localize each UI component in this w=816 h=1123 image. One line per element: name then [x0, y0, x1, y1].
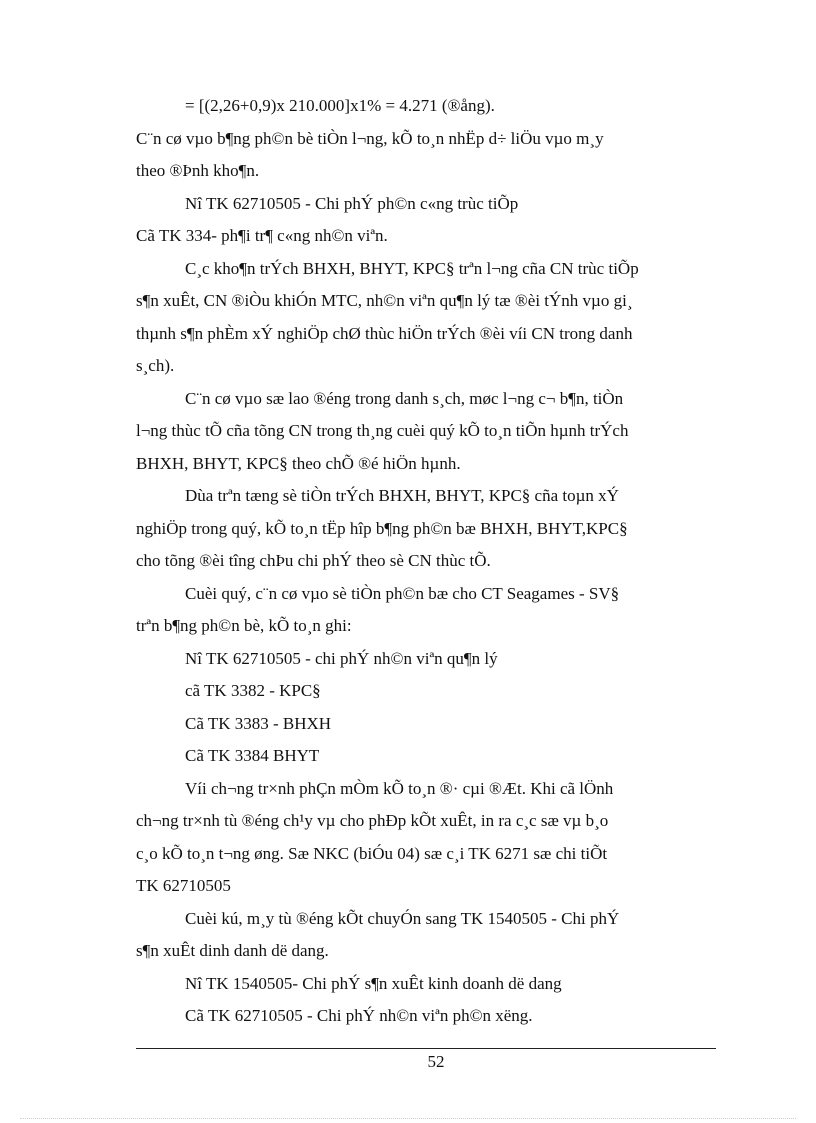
text-line: l¬ng thùc tÕ cña tõng CN trong th¸ng cuèi quý kÕ to¸n tiÕn hµnh trÝch	[136, 421, 629, 440]
footer-divider	[136, 1048, 716, 1049]
text-line: Nî TK 62710505 - chi phÝ nh©n viªn qu¶n lý	[185, 648, 498, 668]
text-line: Cã TK 62710505 - Chi phÝ nh©n viªn ph©n xëng.	[185, 1006, 533, 1025]
page-number: 52	[427, 1052, 445, 1071]
text-line: Víi ch¬ng tr×nh phÇn mÒm kÕ to¸n ®· cµi ®Æt. Khi cã lÖnh	[185, 778, 614, 798]
text-line: = [(2,26+0,9)x 210.000]x1% = 4.271 (®ång).	[185, 96, 495, 115]
text-line: trªn b¶ng ph©n bè, kÕ to¸n ghi:	[136, 616, 352, 635]
text-line: s¶n xuÊt dinh danh dë dang.	[136, 941, 329, 960]
text-line: cho tõng ®èi tîng chÞu chi phÝ theo sè CN thùc tÕ.	[136, 551, 491, 570]
text-line: Cã TK 334- ph¶i tr¶ c«ng nh©n viªn.	[136, 226, 388, 245]
text-line: TK 62710505	[136, 876, 231, 895]
text-line: Cã TK 3384 BHYT	[185, 746, 320, 765]
text-line: nghiÖp trong quý, kÕ to¸n tËp hîp b¶ng ph©n bæ BHXH, BHYT,KPC§	[136, 518, 628, 538]
text-line: Nî TK 1540505- Chi phÝ s¶n xuÊt kinh doanh dë dang	[185, 973, 562, 993]
text-line: c¸o kÕ to¸n t¬ng øng. Sæ NKC (biÓu 04) sæ c¸i TK 6271 sæ chi tiÕt	[136, 843, 608, 863]
text-line: ch¬ng tr×nh tù ®éng ch¹y vµ cho phÐp kÕt xuÊt, in ra c¸c sæ vµ b¸o	[136, 811, 609, 830]
text-line: s¶n xuÊt, CN ®iÒu khiÓn MTC, nh©n viªn qu¶n lý tæ ®èi tÝnh vµo gi¸	[136, 291, 633, 310]
text-line: Dùa trªn tæng sè tiÒn trÝch BHXH, BHYT, KPC§ cña toµn xÝ	[185, 486, 619, 505]
text-line: Nî TK 62710505 - Chi phÝ ph©n c«ng trùc tiÕp	[185, 193, 519, 213]
text-line: C¸c kho¶n trÝch BHXH, BHYT, KPC§ trªn l¬ng cña CN trùc tiÕp	[185, 258, 639, 278]
body-text	[136, 90, 766, 1033]
text-line: Cuèi kú, m¸y tù ®éng kÕt chuyÓn sang TK 1540505 - Chi phÝ	[185, 908, 620, 928]
text-line: thµnh s¶n phÈm xÝ nghiÖp chØ thùc hiÖn trÝch ®èi víi CN trong danh	[136, 323, 633, 343]
text-line: s¸ch).	[136, 356, 175, 375]
text-line: theo ®Þnh kho¶n.	[136, 161, 260, 180]
text-line: C¨n cø vµo b¶ng ph©n bè tiÒn l¬ng, kÕ to¸n nhËp d÷ liÖu vµo m¸y	[136, 128, 604, 148]
text-line: C¨n cø vµo sæ lao ®éng trong danh s¸ch, møc l¬ng c¬ b¶n, tiÒn	[185, 388, 624, 408]
text-line: cã TK 3382 - KPC§	[185, 681, 321, 700]
text-line: Cã TK 3383 - BHXH	[185, 713, 332, 733]
text-line: Cuèi quý, c¨n cø vµo sè tiÒn ph©n bæ cho CT Seagames - SV§	[185, 583, 620, 603]
page-edge-divider	[20, 1118, 796, 1119]
text-line: BHXH, BHYT, KPC§ theo chÕ ®é hiÖn hµnh.	[136, 453, 461, 473]
